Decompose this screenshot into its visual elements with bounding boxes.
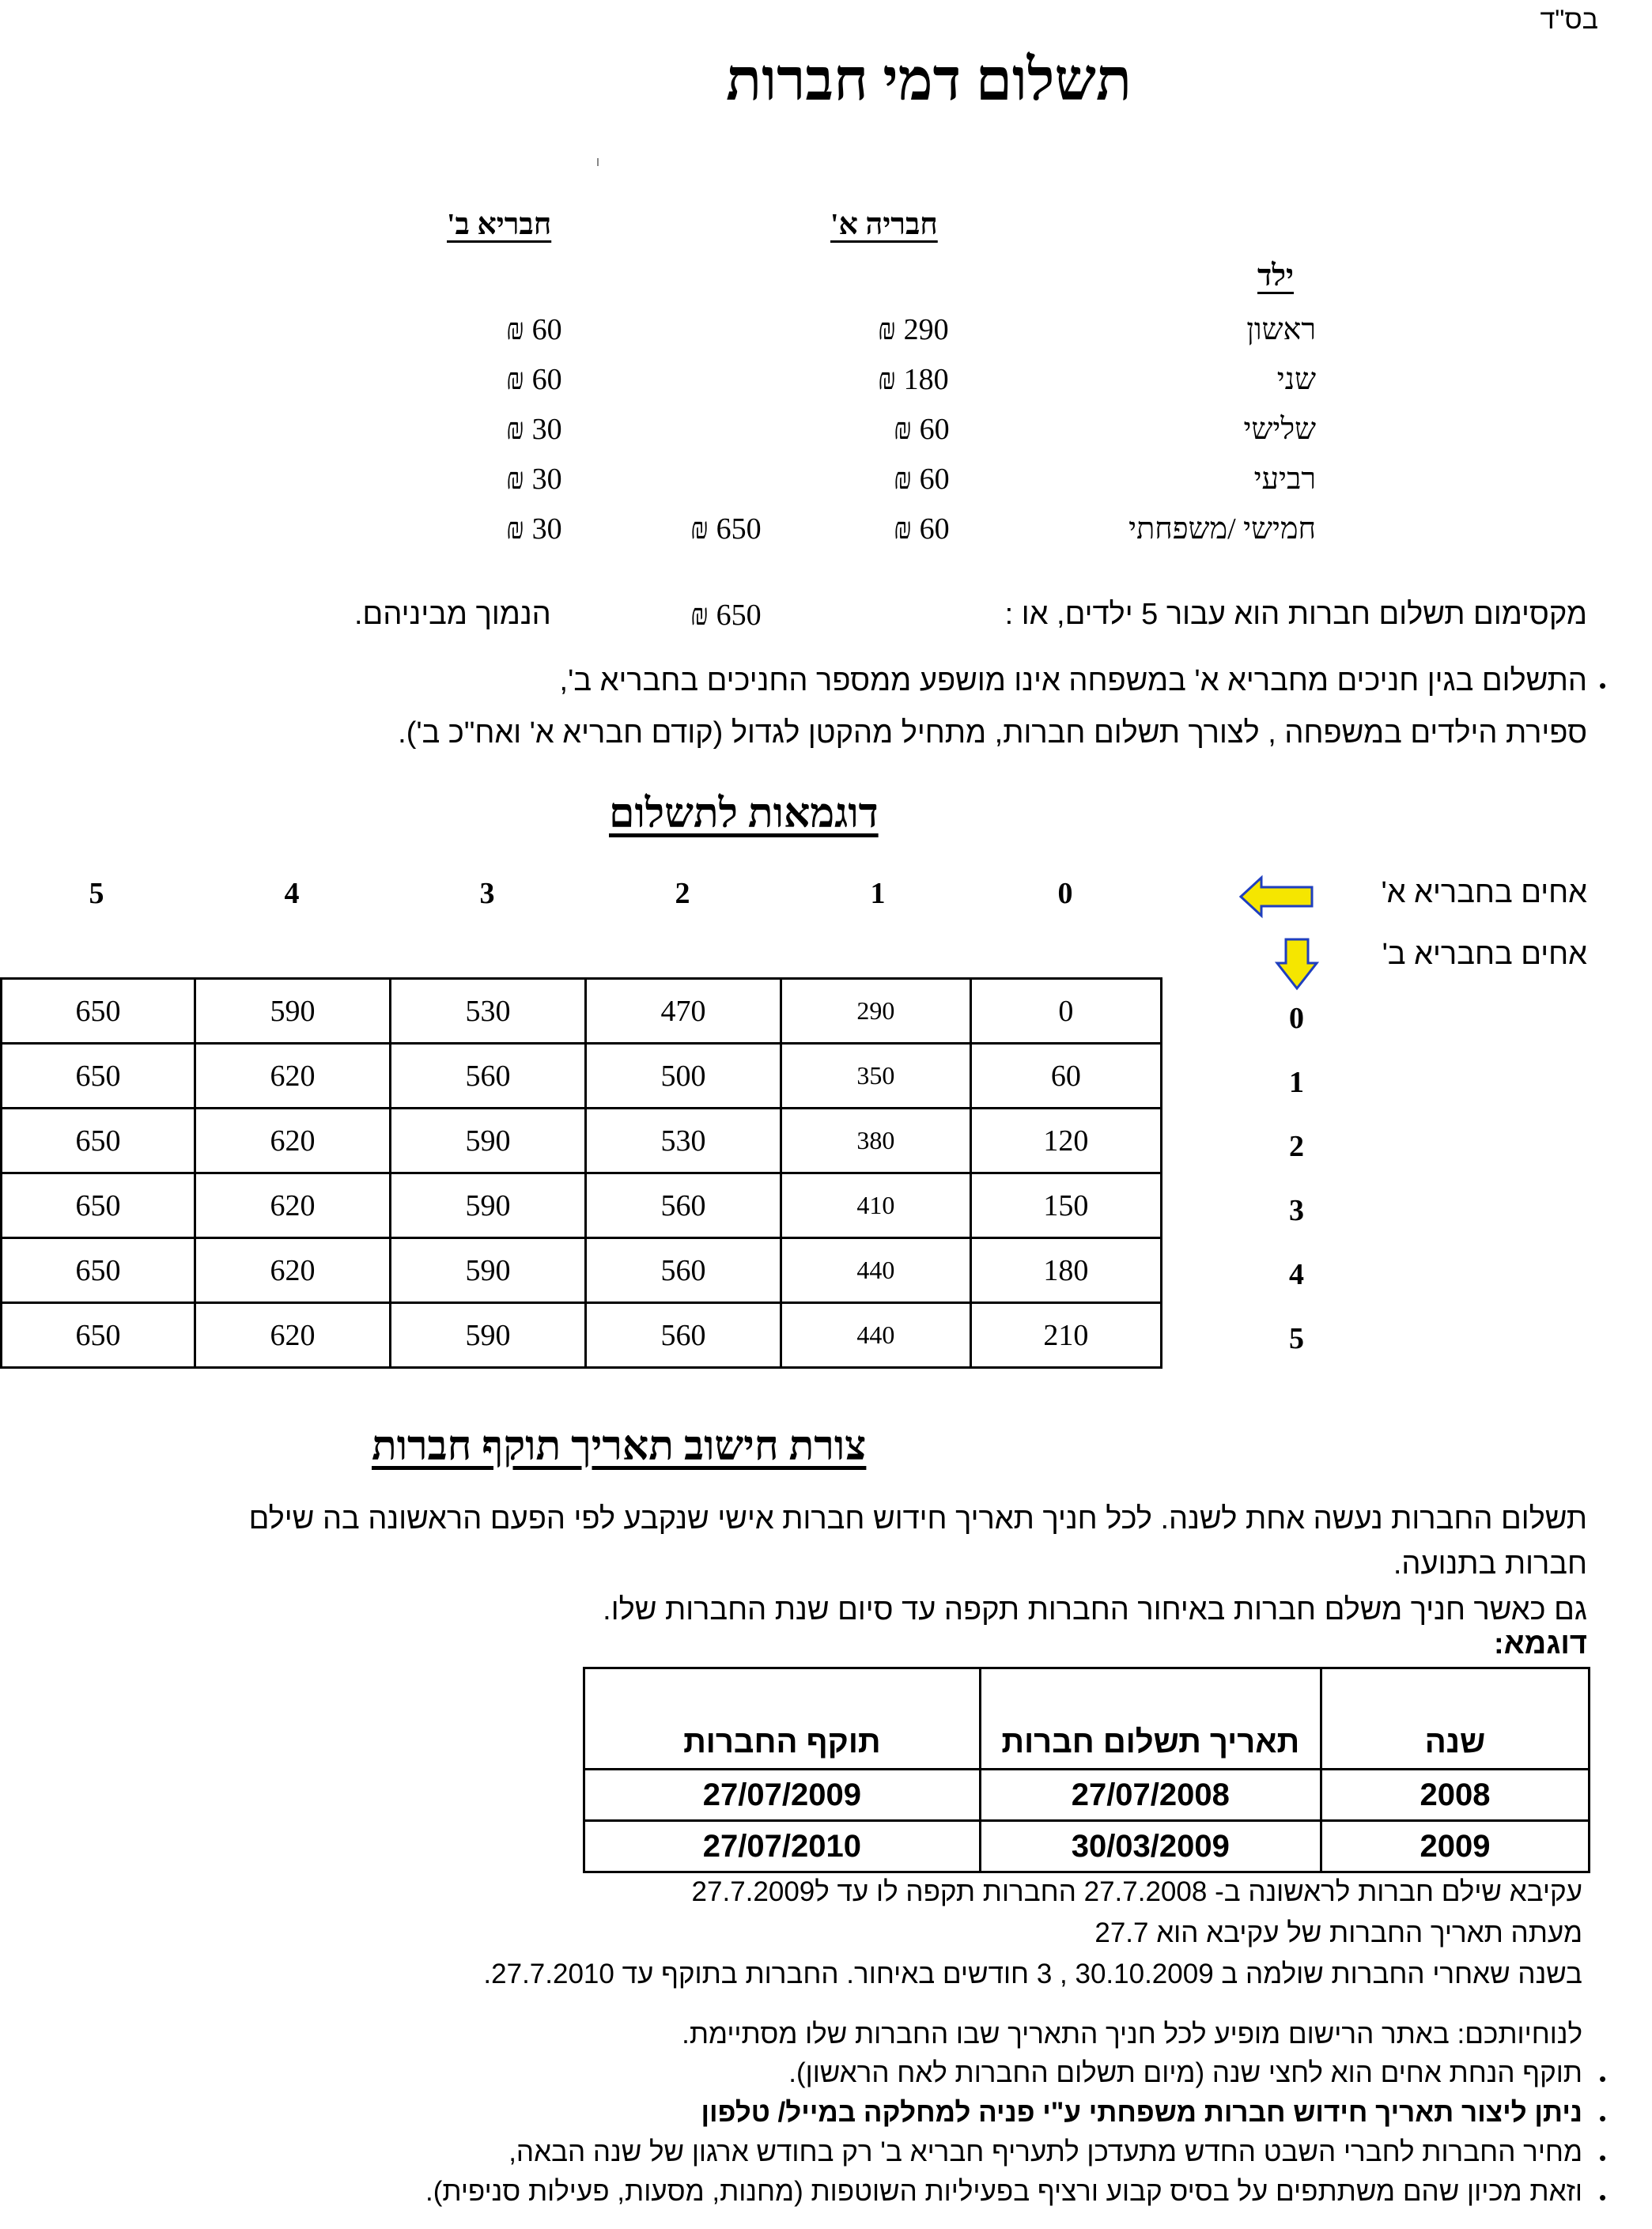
- fee-a-value: 60 ₪: [894, 413, 950, 446]
- grid-cell: 410: [781, 1173, 970, 1238]
- col-header: 4: [284, 877, 300, 910]
- fee-b-value: 30 ₪: [506, 413, 562, 446]
- grid-cell: 560: [390, 1044, 585, 1109]
- grid-cell: 120: [970, 1109, 1160, 1173]
- fee-child-label: שני: [1276, 363, 1316, 396]
- example-line-3: בשנה שאחרי החברות שולמה ב 30.10.2009 , 3 חודשים באיחור. החברות בתוקף עד 27.7.2010.: [483, 1959, 1582, 1989]
- grid-cell: 380: [781, 1109, 970, 1173]
- list-item: וזאת מכיון שהם משתתפים על בסיס קבוע ורציף בפעיליות השוטפות (מחנות, מסעות, פעילות סניפית).: [425, 2176, 1582, 2207]
- table-row: [584, 1770, 1590, 1821]
- grid-cell: 620: [195, 1238, 391, 1303]
- col-header: 5: [89, 877, 104, 910]
- fee-b-value: 60 ₪: [506, 363, 562, 396]
- header-year: שנה: [1321, 1668, 1589, 1770]
- grid-cell: 350: [781, 1044, 970, 1109]
- col-header: 1: [870, 877, 886, 910]
- list-item: מחיר החברות לחברי השבט החדש מתעדכן לתעריף חבריא ב' רק בחודש ארגון של שנה הבאה,: [508, 2136, 1582, 2167]
- col-header: 2: [675, 877, 690, 910]
- grid-right-border: [1160, 977, 1162, 1369]
- table-row: [2, 979, 1161, 1044]
- table-row: [2, 1238, 1161, 1303]
- grid-cell: 530: [585, 1109, 781, 1173]
- cell-valid-until: 27/07/2009: [584, 1770, 981, 1821]
- grid-cell: 590: [390, 1303, 585, 1368]
- grid-cell: 500: [585, 1044, 781, 1109]
- validity-p1-line2: חברות בתנועה.: [1393, 1547, 1587, 1581]
- cell-valid-until: 27/07/2010: [584, 1821, 981, 1872]
- arrow-left-icon: [1238, 875, 1317, 919]
- row-header: 5: [1289, 1322, 1304, 1355]
- grid-cell: 620: [195, 1109, 391, 1173]
- example-label: דוגמא:: [1494, 1627, 1587, 1660]
- table-row: [2, 1303, 1161, 1368]
- col-header: 0: [1057, 877, 1073, 910]
- row-header: 0: [1289, 1002, 1304, 1035]
- note-siblings-a: התשלום בגין חניכים מחבריא א' במשפחה אינו מושפע ממספר החניכים בחבריא ב',: [559, 664, 1587, 697]
- list-bullet: •: [1599, 2146, 1607, 2170]
- grid-cell: 440: [781, 1303, 970, 1368]
- grid-cell: 620: [195, 1303, 391, 1368]
- fee-child-label: רביעי: [1253, 463, 1316, 496]
- grid-cell: 590: [390, 1238, 585, 1303]
- cell-payment-date: 30/03/2009: [980, 1821, 1321, 1872]
- example-line-2: מעתה תאריך החברות של עקיבא הוא 27.7: [1094, 1917, 1582, 1948]
- grid-cell: 650: [2, 1044, 195, 1109]
- fee-b-value: 30 ₪: [506, 512, 562, 546]
- grid-cell: 440: [781, 1238, 970, 1303]
- grid-cell: 150: [970, 1173, 1160, 1238]
- grid-cell: 210: [970, 1303, 1160, 1368]
- fee-a-value: 60 ₪: [894, 512, 950, 546]
- fee-child-label: ראשון: [1246, 313, 1316, 346]
- fee-family-value: 650 ₪: [690, 512, 762, 546]
- note-counting-order: ספירת הילדים במשפחה , לצורך תשלום חברות, מתחיל מהקטן לגדול (קודם חבריא א' ואח"כ ב').: [398, 716, 1587, 750]
- grid-cell: 560: [585, 1173, 781, 1238]
- fee-child-label: חמישי /משפחתי: [1128, 512, 1316, 546]
- max-payment-amount: 650 ₪: [690, 599, 762, 632]
- list-item: ניתן ליצור תאריך חידוש חברות משפחתי ע"י פניה למחלקה במייל/ טלפון: [701, 2097, 1582, 2128]
- arrow-down-shape: [1277, 939, 1317, 988]
- grid-cell: 650: [2, 1303, 195, 1368]
- row-header: 2: [1289, 1130, 1304, 1163]
- header-valid-until: תוקף החברות: [584, 1668, 981, 1770]
- max-payment-text: מקסימום תשלום חברות הוא עבור 5 ילדים, או :: [1004, 598, 1587, 631]
- siblings-a-label: אחים בחבריא א': [1381, 876, 1587, 909]
- col-header-child: ילד: [1257, 259, 1295, 293]
- grid-cell: 590: [390, 1173, 585, 1238]
- grid-cell: 650: [2, 1109, 195, 1173]
- list-bullet: •: [1599, 2067, 1607, 2091]
- fee-b-value: 30 ₪: [506, 463, 562, 496]
- grid-cell: 60: [970, 1044, 1160, 1109]
- list-bullet: •: [1599, 2106, 1607, 2130]
- list-bullet: •: [1599, 2186, 1607, 2209]
- cell-payment-date: 27/07/2008: [980, 1770, 1321, 1821]
- col-header-a: חבריה א': [830, 208, 938, 241]
- grid-cell: 530: [390, 979, 585, 1044]
- header-payment-date: תאריך תשלום חברות: [980, 1668, 1321, 1770]
- page-title: [0, 47, 1652, 115]
- row-header: 3: [1289, 1194, 1304, 1227]
- fee-child-label: שלישי: [1243, 413, 1316, 446]
- table-row: [584, 1821, 1590, 1872]
- page-title-text: תשלום דמי חברות: [726, 48, 1132, 113]
- note-bullet: •: [1599, 674, 1607, 697]
- row-header: 4: [1289, 1258, 1304, 1291]
- col-header: 3: [479, 877, 495, 910]
- table-row: [2, 1044, 1161, 1109]
- corner-mark: בס"ד: [1540, 5, 1598, 35]
- grid-cell: 650: [2, 1173, 195, 1238]
- grid-cell: 590: [390, 1109, 585, 1173]
- grid-cell: 620: [195, 1044, 391, 1109]
- grid-cell: 560: [585, 1238, 781, 1303]
- grid-cell: 650: [2, 979, 195, 1044]
- validity-p1-line1: תשלום החברות נעשה אחת לשנה. לכל חניך תאריך חידוש חברות אישי שנקבע לפי הפעם הראשונה בה שילם: [248, 1502, 1587, 1536]
- validity-title: צורת חישוב תאריך תוקף חברות: [372, 1424, 867, 1469]
- siblings-b-label: אחים בחבריא ב': [1382, 938, 1587, 971]
- example-line-1: עקיבא שילם חברות לראשונה ב- 27.7.2008 החברות תקפה לו עד ל27.7.2009: [691, 1876, 1582, 1907]
- table-row: [2, 1173, 1161, 1238]
- fee-a-value: 290 ₪: [878, 313, 949, 346]
- grid-cell: 290: [781, 979, 970, 1044]
- list-item: תוקף הנחת אחים הוא לחצי שנה (מיום תשלום החברות לאח הראשון).: [788, 2057, 1582, 2088]
- fee-a-value: 60 ₪: [894, 463, 950, 496]
- examples-title: דוגמאות לתשלום: [609, 791, 879, 837]
- grid-cell: 620: [195, 1173, 391, 1238]
- table-row: [2, 1109, 1161, 1173]
- validity-p2: גם כאשר חניך משלם חברות באיחור החברות תקפה עד סיום שנת החברות שלו.: [603, 1593, 1587, 1626]
- convenience-note: לנוחיותכם: באתר הרישום מופיע לכל חניך התאריך שבו החברות שלו מסתיימת.: [682, 2019, 1582, 2050]
- grid-cell: 0: [970, 979, 1160, 1044]
- max-payment-tail: הנמוך מביניהם.: [354, 598, 551, 631]
- col-header-b: חבריא ב': [447, 208, 552, 241]
- cell-year: 2008: [1321, 1770, 1589, 1821]
- grid-cell: 590: [195, 979, 391, 1044]
- dates-table: [583, 1667, 1590, 1873]
- grid-cell: 650: [2, 1238, 195, 1303]
- grid-cell: 180: [970, 1238, 1160, 1303]
- cell-year: 2009: [1321, 1821, 1589, 1872]
- grid-cell: 470: [585, 979, 781, 1044]
- table-header-row: [584, 1668, 1590, 1770]
- examples-grid: [0, 977, 1160, 1369]
- fee-a-value: 180 ₪: [878, 363, 949, 396]
- fee-b-value: 60 ₪: [506, 313, 562, 346]
- row-header: 1: [1289, 1066, 1304, 1099]
- arrow-down-icon: [1275, 936, 1319, 992]
- stray-mark: [597, 158, 599, 166]
- grid-cell: 560: [585, 1303, 781, 1368]
- arrow-left-shape: [1241, 878, 1312, 916]
